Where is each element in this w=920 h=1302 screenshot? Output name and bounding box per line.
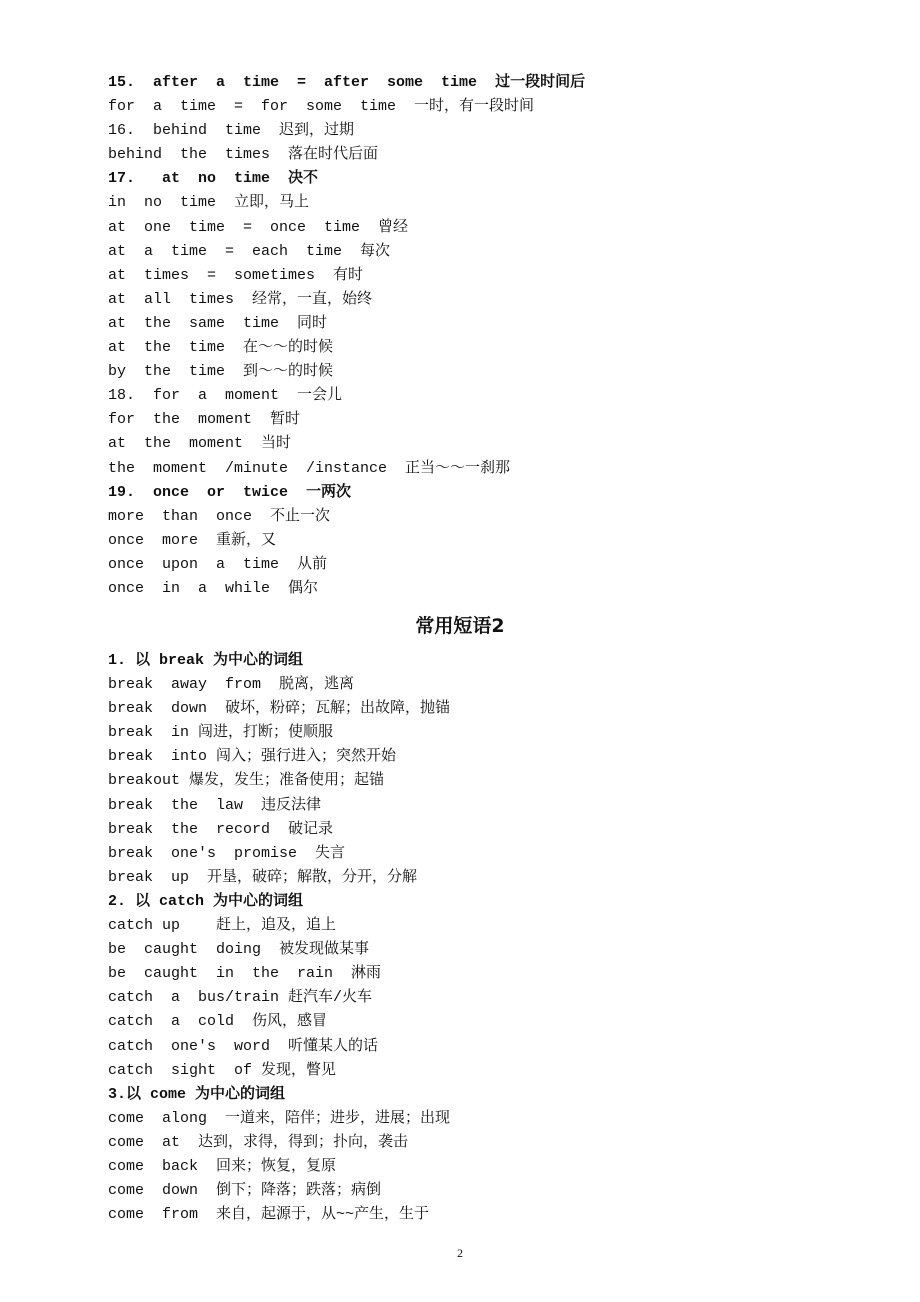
phrase-line: come from 来自，起源于，从~~产生，生于 (108, 1206, 430, 1224)
phrase-line: for a time = for some time 一时，有一段时间 (108, 98, 535, 116)
phrase-line: break away from 脱离，逃离 (108, 676, 355, 694)
phrase-line: at times = sometimes 有时 (108, 266, 364, 284)
phrase-line: 18. for a moment 一会儿 (108, 387, 343, 405)
phrase-line: at all times 经常，一直，始终 (108, 290, 373, 308)
phrase-heading: 3.以 come 为中心的词组 (108, 1085, 286, 1103)
phrase-line: behind the times 落在时代后面 (108, 146, 379, 164)
phrase-list-time (108, 71, 585, 601)
phrase-heading: 2. 以 catch 为中心的词组 (108, 892, 304, 910)
section-title: 常用短语2 (415, 615, 505, 637)
phrase-line: break up 开垦，破碎；解散，分开，分解 (108, 868, 418, 886)
phrase-line: at a time = each time 每次 (108, 242, 391, 260)
phrase-line: break into 闯入；强行进入；突然开始 (108, 748, 397, 766)
phrase-heading: 19. once or twice 一两次 (108, 483, 352, 501)
phrase-line: catch a cold 伤风，感冒 (108, 1013, 328, 1031)
phrase-line: come along 一道来，陪伴；进步，进展；出现 (108, 1109, 451, 1127)
phrase-heading: 1. 以 break 为中心的词组 (108, 652, 304, 669)
phrase-line: catch sight of 发现，瞥见 (108, 1061, 337, 1079)
phrase-line: by the time 到～～的时候 (108, 363, 334, 381)
phrase-line: in no time 立即，马上 (108, 194, 310, 212)
phrase-line: for the moment 暂时 (108, 411, 301, 429)
phrase-line: once in a while 偶尔 (108, 579, 319, 597)
page-number: 2 (457, 1246, 463, 1260)
phrase-line: more than once 不止一次 (108, 507, 331, 525)
phrase-line: 16. behind time 迟到，过期 (108, 122, 355, 140)
phrase-line: come at 达到，求得，得到；扑向，袭击 (108, 1133, 409, 1151)
phrase-line: break the record 破记录 (108, 820, 334, 838)
phrase-line: be caught doing 被发现做某事 (108, 941, 370, 959)
phrase-line: catch a bus/train 赶汽车/火车 (108, 989, 373, 1007)
phrase-line: at one time = once time 曾经 (108, 218, 409, 236)
phrase-line: the moment /minute /instance 正当～～一刹那 (108, 459, 511, 477)
phrase-line: at the moment 当时 (108, 435, 292, 453)
phrase-line: at the time 在～～的时候 (108, 339, 334, 357)
phrase-line: breakout 爆发，发生；准备使用；起锚 (108, 772, 385, 790)
phrase-line: once more 重新，又 (108, 531, 277, 549)
phrase-line: come down 倒下；降落；跌落；病倒 (108, 1182, 382, 1200)
phrase-line: come back 回来；恢复，复原 (108, 1157, 337, 1175)
phrase-line: once upon a time 从前 (108, 555, 328, 573)
phrase-line: break one's promise 失言 (108, 844, 346, 862)
phrase-line: catch one's word 听懂某人的话 (108, 1037, 379, 1055)
phrase-line: catch up 赶上，追及，追上 (108, 917, 337, 935)
phrase-heading: 17. at no time 决不 (108, 170, 319, 188)
phrase-line: break in 闯进，打断；使顺服 (108, 724, 334, 742)
phrase-line: break the law 违反法律 (108, 796, 322, 814)
phrase-line: break down 破坏，粉碎；瓦解；出故障，抛锚 (108, 700, 451, 718)
phrase-line: at the same time 同时 (108, 314, 328, 332)
phrase-line: be caught in the rain 淋雨 (108, 965, 382, 983)
phrase-heading: 15. after a time = after some time 过一段时间后 (108, 74, 586, 91)
phrase-list-common-2 (108, 649, 450, 1227)
